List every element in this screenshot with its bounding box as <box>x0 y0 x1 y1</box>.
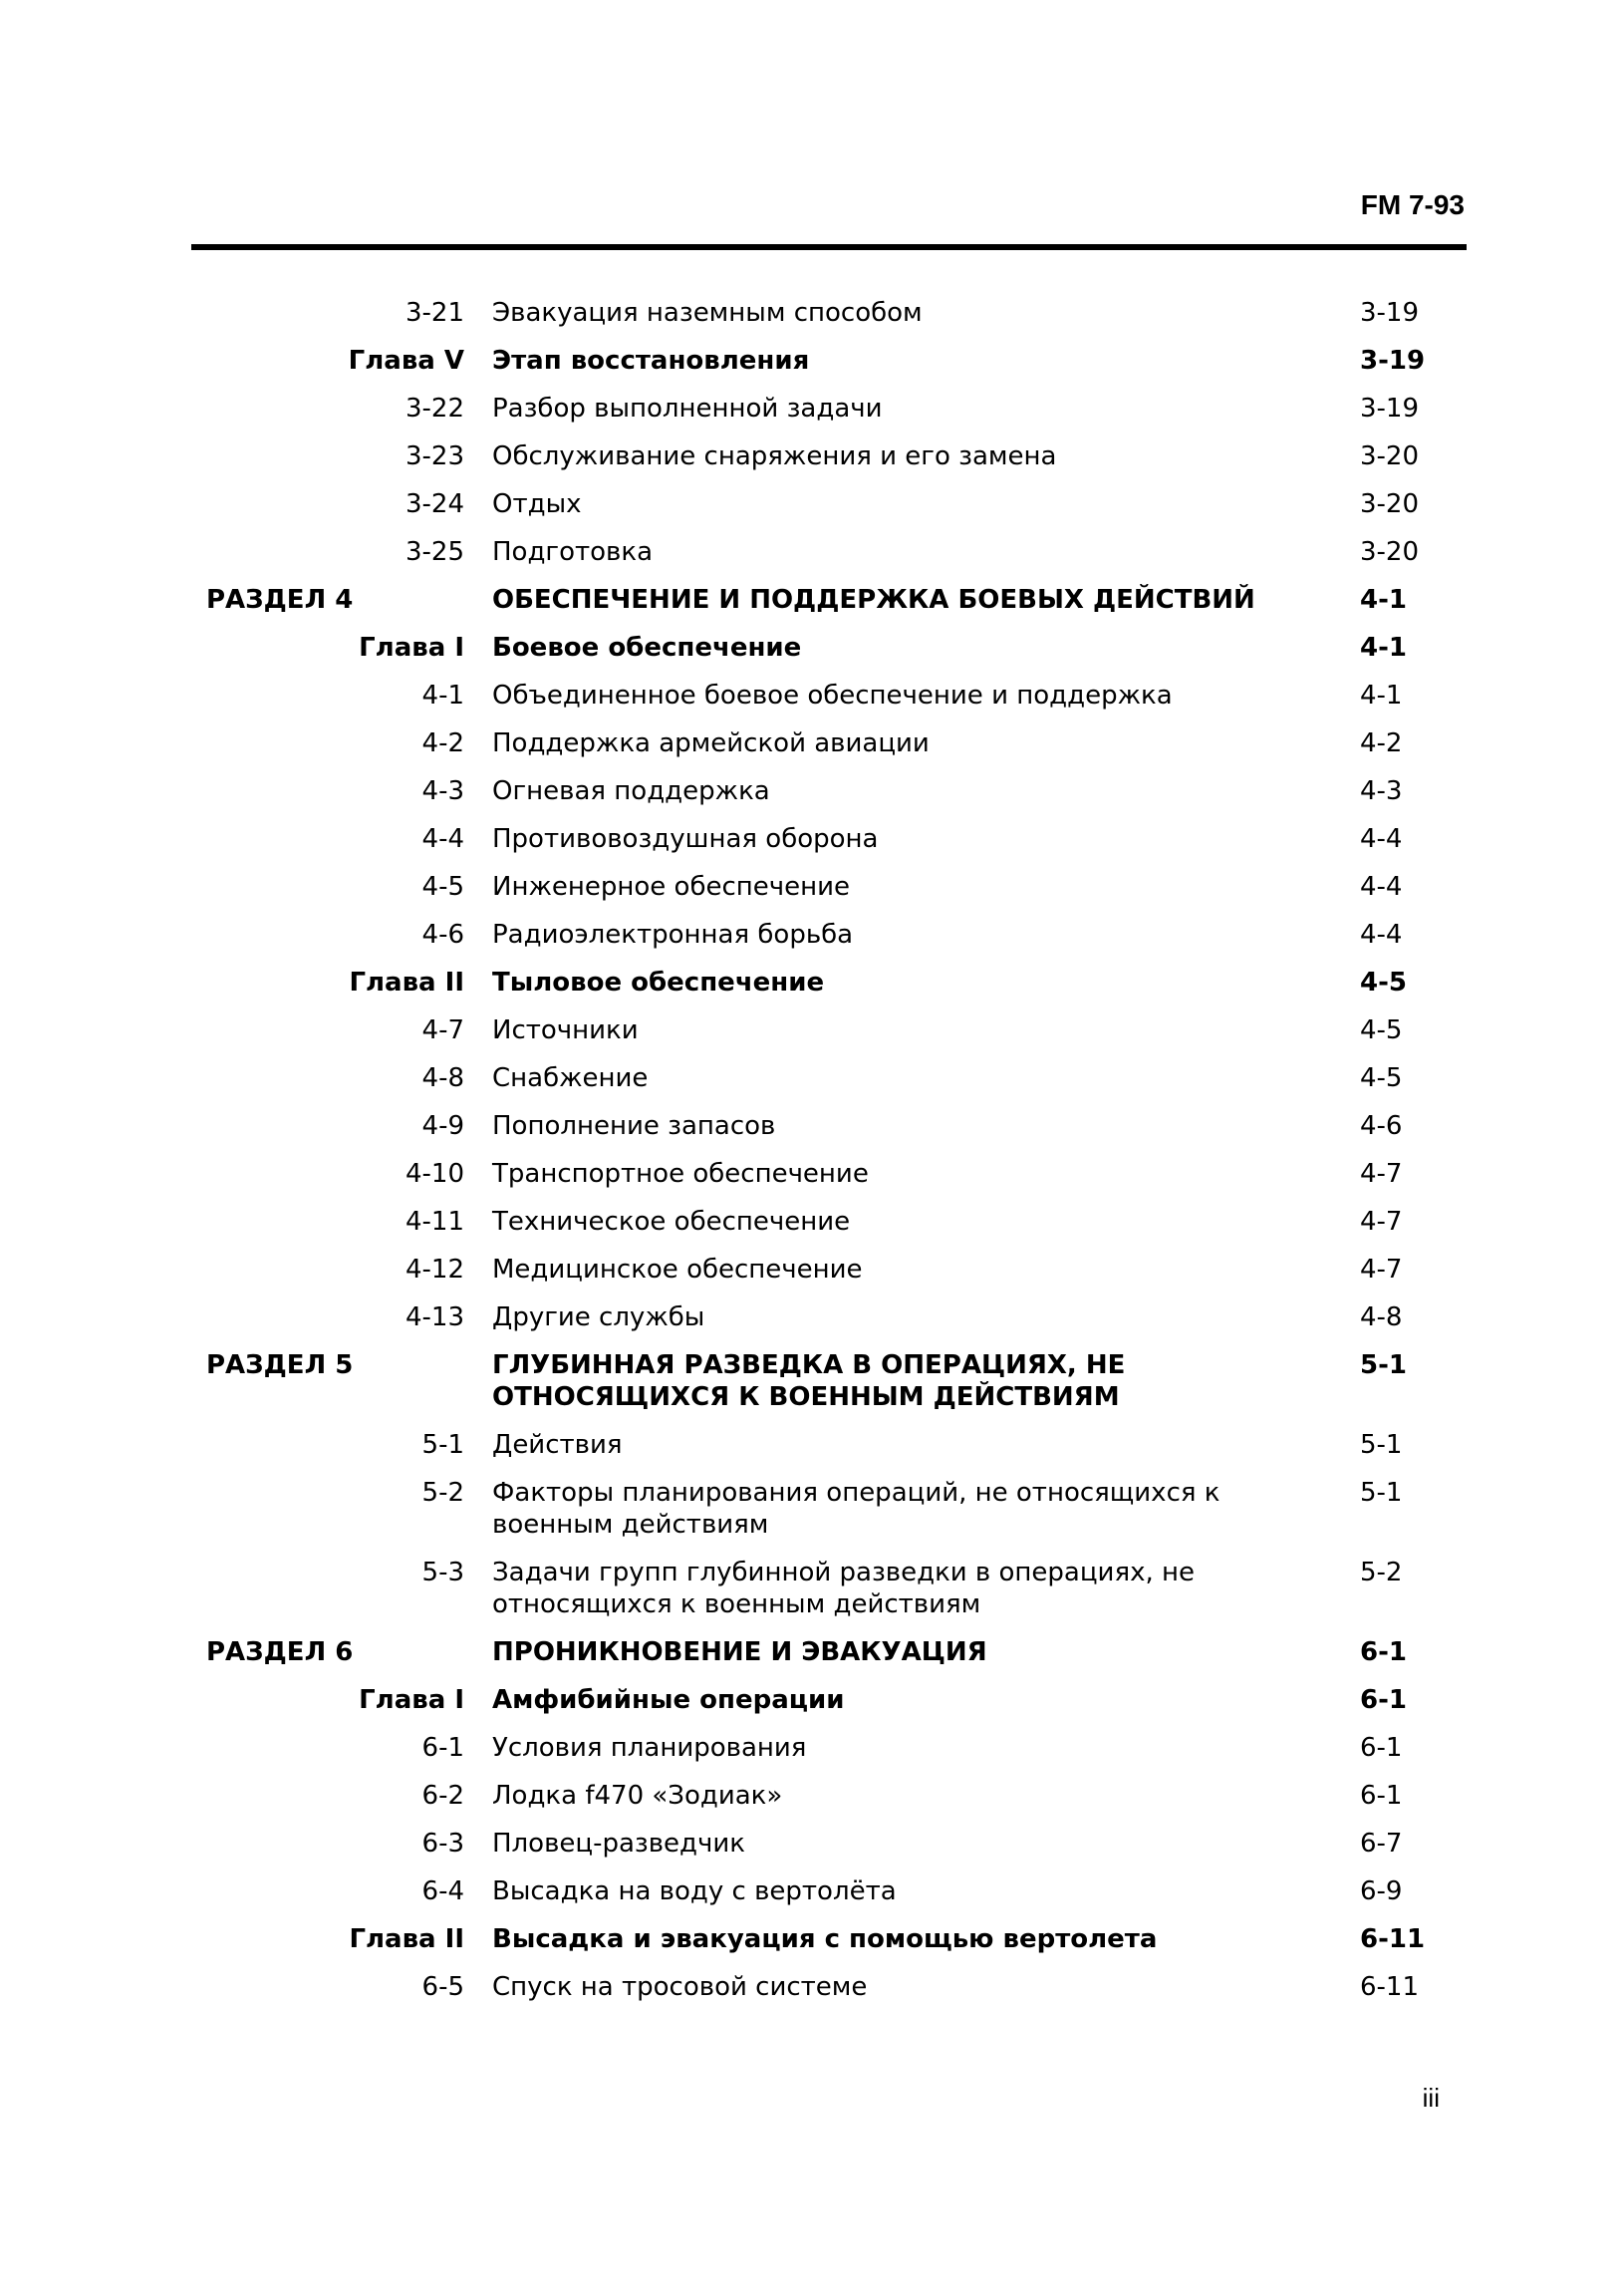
toc-entry-number: Глава II <box>349 968 464 998</box>
toc-entry-page: 4-4 <box>1360 920 1403 950</box>
toc-entry-title: Эвакуация наземным способом <box>492 298 923 328</box>
toc-entry-page: 6-7 <box>1360 1829 1403 1859</box>
toc-entry-page: 5-1 <box>1360 1478 1403 1508</box>
toc-entry-title: Высадка на воду с вертолёта <box>492 1876 897 1906</box>
toc-entry-number: 4-4 <box>421 824 464 854</box>
toc-entry-item[interactable] <box>0 1301 1623 1349</box>
toc-entry-part[interactable] <box>0 1636 1623 1684</box>
toc-entry-title: Медицинское обеспечение <box>492 1255 863 1285</box>
toc-entry-title: Транспортное обеспечение <box>492 1159 869 1189</box>
toc-entry-title: Подготовка <box>492 537 654 567</box>
document-id: FM 7-93 <box>1360 189 1465 220</box>
toc-entry-title: Объединенное боевое обеспечение и поддержка <box>492 681 1173 711</box>
toc-entry-number: 4-12 <box>405 1255 464 1285</box>
toc-entry-number: 4-5 <box>421 872 464 902</box>
toc-entry-number: РАЗДЕЛ 4 <box>206 585 354 615</box>
toc-entry-item[interactable] <box>0 488 1623 536</box>
toc-entry-number: РАЗДЕЛ 6 <box>206 1637 354 1667</box>
toc-entry-title: Огневая поддержка <box>492 776 770 806</box>
toc-entry-title: Техническое обеспечение <box>492 1207 851 1237</box>
table-of-contents <box>0 297 1623 2019</box>
toc-entry-number: 4-7 <box>421 1015 464 1045</box>
toc-entry-page: 4-5 <box>1360 968 1407 998</box>
toc-entry-page: 4-3 <box>1360 776 1403 806</box>
toc-entry-item[interactable] <box>0 1828 1623 1875</box>
toc-entry-page: 5-1 <box>1360 1350 1407 1380</box>
toc-entry-number: 6-1 <box>421 1733 464 1763</box>
toc-entry-page: 4-7 <box>1360 1159 1403 1189</box>
toc-entry-page: 6-1 <box>1360 1733 1403 1763</box>
toc-entry-number: 4-3 <box>421 776 464 806</box>
toc-entry-item[interactable] <box>0 393 1623 440</box>
toc-entry-page: 4-5 <box>1360 1063 1403 1093</box>
toc-entry-number: 5-2 <box>421 1478 464 1508</box>
toc-entry-title: Инженерное обеспечение <box>492 872 851 902</box>
toc-entry-chapter[interactable] <box>0 1684 1623 1732</box>
toc-entry-item[interactable] <box>0 440 1623 488</box>
toc-entry-title: Задачи групп глубинной разведки в операциях, не относящихся к военным действиям <box>492 1558 1196 1619</box>
toc-entry-item[interactable] <box>0 1780 1623 1828</box>
toc-entry-item[interactable] <box>0 1557 1623 1636</box>
toc-entry-title: Условия планирования <box>492 1733 807 1763</box>
toc-entry-page: 3-19 <box>1360 298 1420 328</box>
toc-entry-item[interactable] <box>0 871 1623 919</box>
toc-entry-part[interactable] <box>0 1349 1623 1429</box>
toc-entry-title: Радиоэлектронная борьба <box>492 920 854 950</box>
toc-entry-title: Спуск на тросовой системе <box>492 1972 868 2002</box>
header-rule <box>191 244 1467 250</box>
toc-entry-item[interactable] <box>0 1206 1623 1254</box>
toc-entry-number: Глава V <box>348 346 464 376</box>
page-number: iii <box>1422 2083 1440 2113</box>
toc-entry-number: 4-13 <box>405 1302 464 1332</box>
toc-entry-page: 6-9 <box>1360 1876 1403 1906</box>
toc-entry-page: 6-1 <box>1360 1781 1403 1811</box>
toc-entry-title: Боевое обеспечение <box>492 633 802 663</box>
toc-entry-page: 3-20 <box>1360 537 1420 567</box>
toc-entry-number: 6-2 <box>421 1781 464 1811</box>
toc-entry-title: ОБЕСПЕЧЕНИЕ И ПОДДЕРЖКА БОЕВЫХ ДЕЙСТВИЙ <box>492 585 1255 615</box>
toc-entry-title: Обслуживание снаряжения и его замена <box>492 441 1057 471</box>
toc-entry-item[interactable] <box>0 727 1623 775</box>
toc-entry-chapter[interactable] <box>0 632 1623 680</box>
toc-entry-number: 4-2 <box>421 728 464 758</box>
toc-entry-title: Пополнение запасов <box>492 1111 776 1141</box>
toc-entry-title: Тыловое обеспечение <box>492 968 825 998</box>
toc-entry-page: 3-19 <box>1360 394 1420 424</box>
toc-entry-number: 4-8 <box>421 1063 464 1093</box>
toc-entry-chapter[interactable] <box>0 1923 1623 1971</box>
toc-entry-title: Источники <box>492 1015 639 1045</box>
toc-entry-title: Факторы планирования операций, не относящихся к военным действиям <box>492 1478 1220 1540</box>
toc-entry-page: 3-20 <box>1360 489 1420 519</box>
toc-entry-number: 3-21 <box>405 298 464 328</box>
toc-entry-title: Разбор выполненной задачи <box>492 394 883 424</box>
toc-entry-title: Противовоздушная оборона <box>492 824 879 854</box>
toc-entry-item[interactable] <box>0 680 1623 727</box>
toc-entry-title: Поддержка армейской авиации <box>492 728 930 758</box>
toc-entry-page: 6-1 <box>1360 1685 1407 1715</box>
toc-entry-item[interactable] <box>0 1477 1623 1557</box>
toc-entry-page: 5-1 <box>1360 1430 1403 1460</box>
toc-entry-title: Снабжение <box>492 1063 649 1093</box>
toc-entry-number: 3-22 <box>405 394 464 424</box>
toc-entry-chapter[interactable] <box>0 967 1623 1014</box>
toc-entry-page: 4-4 <box>1360 872 1403 902</box>
toc-entry-title: Пловец-разведчик <box>492 1829 745 1859</box>
toc-entry-page: 4-2 <box>1360 728 1403 758</box>
toc-entry-page: 4-4 <box>1360 824 1403 854</box>
toc-entry-item[interactable] <box>0 297 1623 345</box>
toc-entry-item[interactable] <box>0 1062 1623 1110</box>
toc-entry-title: Амфибийные операции <box>492 1685 845 1715</box>
toc-entry-number: 4-1 <box>421 681 464 711</box>
toc-entry-item[interactable] <box>0 775 1623 823</box>
toc-entry-page: 4-8 <box>1360 1302 1403 1332</box>
toc-entry-title: Этап восстановления <box>492 346 810 376</box>
toc-entry-item[interactable] <box>0 1732 1623 1780</box>
toc-entry-number: 6-4 <box>421 1876 464 1906</box>
toc-entry-page: 4-7 <box>1360 1255 1403 1285</box>
toc-entry-part[interactable] <box>0 584 1623 632</box>
toc-entry-page: 6-11 <box>1360 1924 1426 1954</box>
toc-entry-number: 5-1 <box>421 1430 464 1460</box>
toc-entry-number: 6-5 <box>421 1972 464 2002</box>
toc-entry-page: 4-6 <box>1360 1111 1403 1141</box>
toc-entry-item[interactable] <box>0 1158 1623 1206</box>
toc-entry-item[interactable] <box>0 1875 1623 1923</box>
toc-entry-page: 6-11 <box>1360 1972 1420 2002</box>
toc-entry-number: 3-23 <box>405 441 464 471</box>
toc-entry-page: 5-2 <box>1360 1558 1403 1587</box>
toc-entry-item[interactable] <box>0 1254 1623 1301</box>
toc-entry-title: Другие службы <box>492 1302 705 1332</box>
toc-entry-number: 4-11 <box>405 1207 464 1237</box>
toc-entry-number: 4-10 <box>405 1159 464 1189</box>
toc-entry-item[interactable] <box>0 1014 1623 1062</box>
toc-entry-number: 3-24 <box>405 489 464 519</box>
toc-entry-item[interactable] <box>0 1429 1623 1477</box>
toc-entry-page: 4-1 <box>1360 585 1407 615</box>
toc-entry-title: Действия <box>492 1430 623 1460</box>
toc-entry-title: Отдых <box>492 489 582 519</box>
toc-entry-number: 5-3 <box>421 1558 464 1587</box>
toc-entry-number: 4-9 <box>421 1111 464 1141</box>
toc-entry-page: 6-1 <box>1360 1637 1407 1667</box>
toc-entry-number: 6-3 <box>421 1829 464 1859</box>
toc-entry-item[interactable] <box>0 823 1623 871</box>
toc-entry-title: ПРОНИКНОВЕНИЕ И ЭВАКУАЦИЯ <box>492 1637 987 1667</box>
toc-entry-title: ГЛУБИННАЯ РАЗВЕДКА В ОПЕРАЦИЯХ, НЕ ОТНОСЯЩИХСЯ К ВОЕННЫМ ДЕЙСТВИЯМ <box>492 1350 1126 1412</box>
toc-entry-item[interactable] <box>0 1971 1623 2019</box>
toc-entry-number: Глава I <box>359 633 464 663</box>
toc-entry-number: 3-25 <box>405 537 464 567</box>
toc-entry-page: 4-1 <box>1360 681 1403 711</box>
toc-entry-page: 4-1 <box>1360 633 1407 663</box>
toc-entry-title: Высадка и эвакуация с помощью вертолета <box>492 1924 1158 1954</box>
toc-entry-page: 4-7 <box>1360 1207 1403 1237</box>
toc-entry-page: 4-5 <box>1360 1015 1403 1045</box>
toc-entry-number: Глава II <box>349 1924 464 1954</box>
toc-entry-number: 4-6 <box>421 920 464 950</box>
toc-entry-page: 3-20 <box>1360 441 1420 471</box>
toc-entry-item[interactable] <box>0 919 1623 967</box>
toc-entry-page: 3-19 <box>1360 346 1426 376</box>
toc-entry-title: Лодка f470 «Зодиак» <box>492 1781 783 1811</box>
toc-entry-item[interactable] <box>0 1110 1623 1158</box>
toc-entry-item[interactable] <box>0 536 1623 584</box>
toc-entry-number: РАЗДЕЛ 5 <box>206 1350 354 1380</box>
toc-entry-chapter[interactable] <box>0 345 1623 393</box>
toc-entry-number: Глава I <box>359 1685 464 1715</box>
